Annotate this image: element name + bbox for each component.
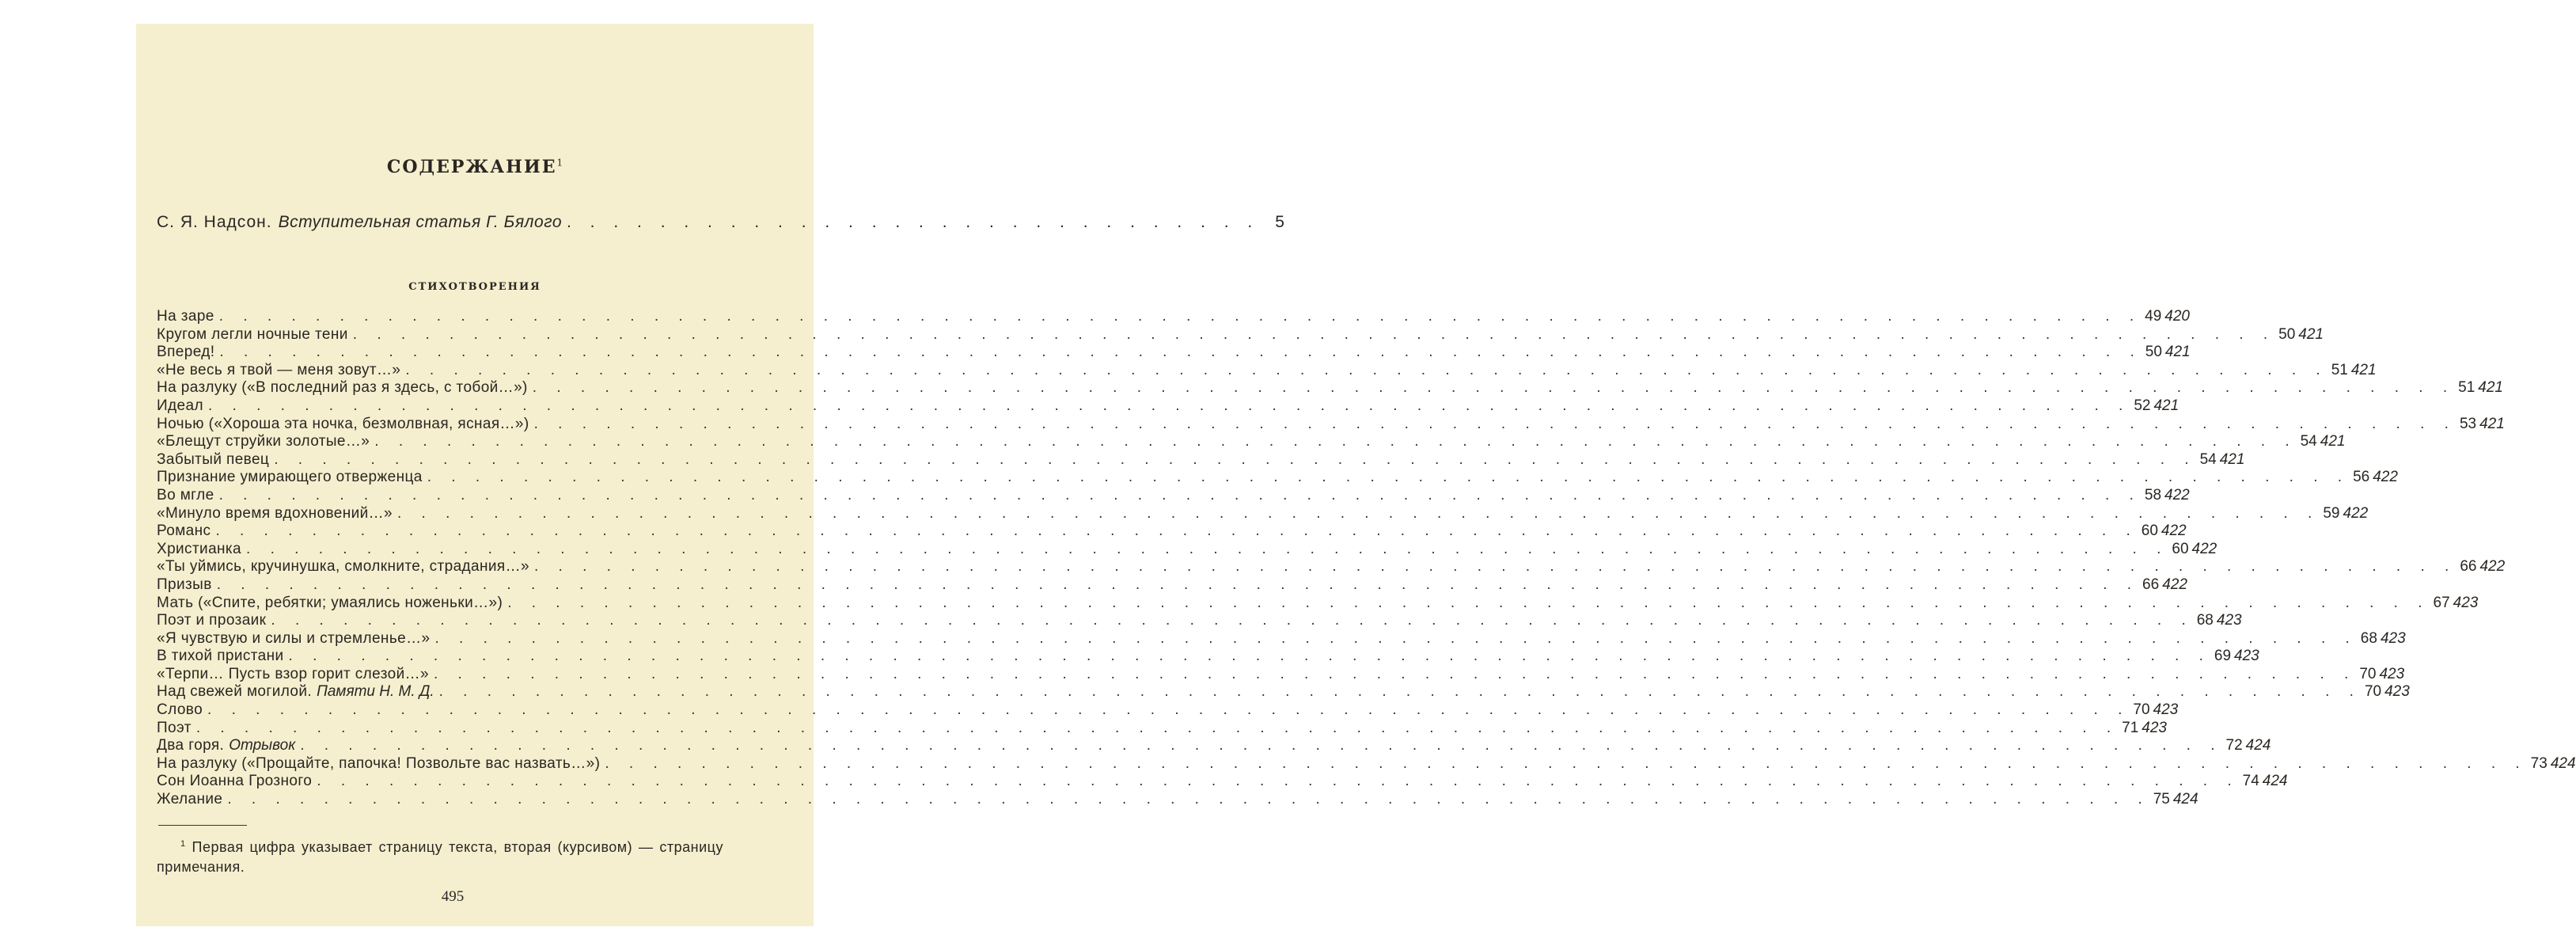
dot-leader: . . . . . . . . . . . . . . . . . . . . . . . . . . . . . . . . . . . . . . . . . . . . . . . . . . . . . . . . . . . . . . . . . . . . . . . . . . . . . . . .: [605, 754, 2528, 772]
entry-page: 71: [2122, 719, 2139, 736]
entry-page: 70: [2133, 701, 2150, 719]
dot-leader: . . . . . . . . . . . . . . . . . . . . . . . . . . . . . . . . . . . . . . . . . . . . . . . . . . . . . . . . . . . . . . . . . . . . . . . . . . . . . . . .: [397, 504, 2320, 522]
entry-note-page: 424: [2262, 773, 2288, 790]
entry-note-page: 424: [2172, 791, 2199, 808]
entry-title: Романс: [157, 522, 211, 540]
entry-title: Христианка: [157, 540, 242, 557]
entry-page: 53: [2459, 415, 2477, 432]
dot-leader: . . . . . . . . . . . . . . . . . . . . . . . . . . . . . . . . . . . . . . . . . . . . . . . . . . . . . . . . . . . . . . . . . . . . . . . . . . . . . . . .: [434, 629, 2358, 647]
toc-entry[interactable]: [157, 379, 2503, 397]
dot-leader: . . . . . . . . . . . . . . . . . . . . . . . . . . . . . . . . . . . . . . . . . . . . . . . . . . . . . . . . . . . . . . . . . . . . . . . . . . . . . . . .: [215, 522, 2138, 540]
intro-author: С. Я. Надсон.: [157, 213, 272, 231]
entry-note-page: 423: [2234, 648, 2259, 665]
entry-page: 60: [2141, 522, 2158, 540]
entry-note-page: 422: [2164, 486, 2190, 504]
footnote-number: 1: [180, 839, 186, 849]
entry-note-page: 422: [2191, 540, 2217, 557]
dot-leader: . . . . . . . . . . . . . . . . . . . . . . . . . . . . . . . . . . . . . . . . . . . . . . . . . . . . . . . . . . . . . . . . . . . . . . . . . . . . . . . .: [271, 612, 2194, 629]
entry-note-page: 421: [2164, 344, 2191, 361]
entry-page: 58: [2144, 486, 2162, 504]
dot-leader: . . . . . . . . . . . . . . . . . . . . . . . . . . . . . . . . . . . . . . . . . . . . . . . . . . . . . . . . . . . . . . . . . . . . . . . . . . . . . . . .: [533, 415, 2456, 432]
toc-entry[interactable]: [157, 754, 2576, 773]
entry-note-page: 421: [2479, 415, 2505, 432]
entry-page: 74: [2242, 773, 2259, 790]
entry-title: Сон Иоанна Грозного: [157, 773, 313, 790]
dot-leader: . . . . . . . . . . . . . . . . . . . . . . . . . . . . . . . . . . . . . . . . . . . . . . . . . . . . . . . . . . . . . . . . . . . . . . . . . . . . . . . .: [207, 701, 2130, 719]
toc-entry[interactable]: [157, 648, 2259, 666]
entry-title: Над свежей могилой.: [157, 683, 313, 701]
entry-page: 59: [2323, 504, 2340, 522]
entry-page: 52: [2134, 397, 2151, 414]
toc-entry[interactable]: [157, 433, 2346, 451]
entry-page: 68: [2196, 612, 2214, 629]
entry-page: 50: [2145, 344, 2162, 361]
toc-entry[interactable]: [157, 397, 2180, 416]
entry-title: Во мгле: [157, 486, 214, 504]
entry-title: Слово: [157, 701, 203, 719]
toc-entry[interactable]: [157, 361, 2377, 380]
toc-entry[interactable]: [157, 504, 2369, 523]
dot-leader: . . . . . . . . . . . . . . . . . . . . . . . . . . . . . . . . . . . . . . . . . . . . . . . . . . . . . . . . . . . . . . . . . . . . . . . . . . . . . . . .: [507, 594, 2430, 611]
entry-page: 73: [2530, 754, 2548, 772]
entry-note-page: 422: [2479, 558, 2506, 576]
entry-page: 68: [2360, 629, 2377, 647]
toc-entry[interactable]: [157, 612, 2242, 630]
toc-entry[interactable]: [157, 701, 2179, 720]
entry-page: 70: [2359, 665, 2377, 682]
entry-page: 51: [2331, 361, 2348, 378]
entry-title: «Блещут струйки золотые…»: [157, 433, 370, 450]
dot-leader: . . . . . . . . . . . . . . . . . . . . . . . . . . . . . . . . . . . . . . . . . . . . . . . . . . . . . . . . . . . . . . . . . . . . . . . . . . . . . . . .: [317, 773, 2240, 790]
entry-title: На разлуку («В последний раз я здесь, с тобой…»): [157, 379, 528, 397]
entry-page: 75: [2153, 791, 2170, 808]
table-of-contents: [157, 308, 2576, 809]
entry-subtitle: Отрывок: [229, 737, 296, 754]
entry-note-page: 422: [2343, 504, 2369, 522]
toc-entry[interactable]: [157, 665, 2405, 684]
intro-title: Вступительная статья Г. Бялого: [278, 213, 563, 231]
entry-title: «Минуло время вдохновений…»: [157, 504, 393, 522]
dot-leader: . . . . . . . . . . . . . . . . . . . . . . . . . . . . . . . . . . . . . . . . . . . . . . . . . . . . . . . . . . . . . . . . . . . . . . . . . . . . . . . .: [427, 469, 2350, 486]
dot-leader: . . . . . . . . . . . . . . . . . . . . . . . . . . . . . . . . . . . . . . . . . . . . . . . . . . . . . . . . . . . . . . . . . . . . . . . . . . . . . . . .: [227, 791, 2150, 808]
entry-title: Желание: [157, 791, 223, 808]
entry-title: «Ты уймись, кручинушка, смолкните, страдания…»: [157, 558, 529, 576]
entry-title: На разлуку («Прощайте, папочка! Позвольте вас назвать…»): [157, 754, 601, 772]
entry-title: «Терпи… Пусть взор горит слезой…»: [157, 665, 429, 682]
dot-leader: . . . . . . . . . . . . . . . . . . . . . . . . . . . . . . . . . . . . . . . . . . . . . . . . . . . . . . . . . . . . . . . . . . . . . . . . . . . . . . . .: [219, 344, 2142, 361]
entry-title: Поэт: [157, 719, 192, 736]
entry-note-page: 423: [2153, 701, 2179, 719]
toc-entry[interactable]: [157, 629, 2406, 648]
entry-note-page: 421: [2153, 397, 2180, 414]
toc-entry[interactable]: [157, 737, 2271, 755]
entry-title: Кругом легли ночные тени: [157, 325, 348, 343]
entry-page: 51: [2458, 379, 2475, 397]
entry-page: 67: [2433, 594, 2450, 611]
toc-entry[interactable]: [157, 683, 2410, 701]
entry-title: Призыв: [157, 576, 212, 593]
entry-title: «Я чувствую и силы и стремленье…»: [157, 629, 431, 647]
dot-leader: . . . . . . . . . . . . . . . . . . . . . . . . . . . . . . . . . . . . . . . . . . . . . . . . . . . . . . . . . . . . . . . . . . . . . . . . . . . . . . . .: [374, 433, 2297, 450]
toc-entry[interactable]: [157, 558, 2506, 576]
entry-title: Поэт и прозаик: [157, 612, 267, 629]
footnote-rule: [158, 825, 247, 826]
intro-entry[interactable]: [157, 213, 1284, 232]
entry-note-page: 420: [2164, 308, 2190, 325]
toc-entry[interactable]: [157, 344, 2191, 362]
entry-title: Идеал: [157, 397, 203, 414]
contents-title: СОДЕРЖАНИЕ: [386, 157, 557, 177]
entry-note-page: 424: [2550, 754, 2576, 772]
dot-leader: . . . . . . . . . . . . . . . . . . . . . . . . . . . . . . . . . . . . . . . . . . . . . . . . . . . . . . . . . . . . . . . . . . . . . . . . . . . . . . . .: [207, 397, 2131, 414]
toc-entry[interactable]: [157, 325, 2324, 344]
toc-entry[interactable]: [157, 308, 2190, 326]
dot-leader: . . . . . . . . . . . . . . . . . . . . . . . . . . . . . . . . . . . . . . . . . . . . . . . . . . . . . . . . . . . . . . . . . . . . . . . . . . . . . . . .: [405, 361, 2328, 378]
toc-entry[interactable]: [157, 522, 2187, 541]
toc-entry[interactable]: [157, 719, 2167, 738]
dot-leader: . . . . . . . . . . . . . . . . . . . . . . . . . . . . . . . . . . . . . . . . . . . . . . . . . . . . . . . . . . . . . . . . . . . . . . . . . . . . . . . .: [532, 379, 2456, 397]
dot-leader: . . . . . . . . . . . . . . . . . . . . . . . . . . . . . . . . . . . . . . . . . . . . . . . . . . . . . . . . . . . . . . . . . . . . . . . . . . . . . . . .: [433, 665, 2357, 682]
toc-entry[interactable]: [157, 540, 2217, 559]
entry-note-page: 423: [2384, 683, 2410, 701]
footnote-marker: 1: [556, 157, 563, 169]
footnote: [157, 834, 723, 877]
entry-page: 60: [2172, 540, 2189, 557]
dot-leader: . . . . . . . . . . . . . . . . . . . . . . . . . . . . . . . . . . . . . . . . . . . . . . . . . . . . . . . . . . . . . . . . . . . . . . . . . . . . . . . .: [533, 558, 2457, 576]
entry-page: 49: [2145, 308, 2162, 325]
entry-title: Признание умирающего отверженца: [157, 469, 423, 486]
entry-note-page: 421: [2298, 325, 2324, 343]
dot-leader: . . . . . . . . . . . . . . . . . . . . . . . . . . . . . . . . . . . . . . . . . . . . . . . . . . . . . . . . . . . . . . . . . . . . . . . . . . . . . . . .: [300, 737, 2223, 754]
entry-page: 66: [2460, 558, 2477, 576]
toc-entry[interactable]: [157, 450, 2245, 469]
dot-leader: . . . . . . . . . . . . . . . . . . . . . . . . . . . . . .: [567, 213, 1260, 231]
entry-note-page: 422: [2162, 576, 2187, 593]
dot-leader: . . . . . . . . . . . . . . . . . . . . . . . . . . . . . . . . . . . . . . . . . . . . . . . . . . . . . . . . . . . . . . . . . . . . . . . . . . . . . . . .: [216, 576, 2140, 593]
entry-title: В тихой пристани: [157, 648, 284, 665]
entry-title: Два горя.: [157, 737, 225, 754]
dot-leader: . . . . . . . . . . . . . . . . . . . . . . . . . . . . . . . . . . . . . . . . . . . . . . . . . . . . . . . . . . . . . . . . . . . . . . . . . . . . . . . .: [352, 325, 2276, 343]
entry-page: 56: [2353, 469, 2370, 486]
entry-page: 72: [2225, 737, 2243, 754]
toc-entry[interactable]: [157, 469, 2398, 487]
entry-page: 66: [2142, 576, 2160, 593]
entry-title: Мать («Спите, ребятки; умаялись ноженьки…»): [157, 594, 503, 611]
toc-entry[interactable]: [157, 486, 2190, 505]
entry-note-page: 423: [2453, 594, 2479, 611]
contents-heading: [136, 157, 814, 177]
book-page: [136, 24, 2576, 926]
entry-title: Забытый певец: [157, 450, 270, 468]
entry-note-page: 421: [2350, 361, 2377, 378]
dot-leader: . . . . . . . . . . . . . . . . . . . . . . . . . . . . . . . . . . . . . . . . . . . . . . . . . . . . . . . . . . . . . . . . . . . . . . . . . . . . . . . .: [218, 486, 2142, 504]
entry-note-page: 424: [2245, 737, 2271, 754]
footnote-text: Первая цифра указывает страницу текста, вторая (курсивом) — страницу примечания.: [157, 839, 723, 875]
entry-note-page: 422: [2161, 522, 2187, 540]
page-number: 495: [441, 888, 465, 905]
entry-page: 54: [2300, 433, 2317, 450]
toc-entry[interactable]: [157, 415, 2505, 434]
entry-note-page: 421: [2320, 433, 2346, 450]
entry-note-page: 422: [2373, 469, 2398, 486]
entry-title: На заре: [157, 308, 214, 325]
entry-page: 69: [2214, 648, 2232, 665]
dot-leader: . . . . . . . . . . . . . . . . . . . . . . . . . . . . . . . . . . . . . . . . . . . . . . . . . . . . . . . . . . . . . . . . . . . . . . . . . . . . . . . .: [274, 450, 2197, 468]
entry-page: 70: [2364, 683, 2382, 701]
entry-title: Ночью («Хороша эта ночка, безмолвная, ясная…»): [157, 415, 529, 432]
toc-entry[interactable]: [157, 576, 2187, 595]
entry-subtitle: Памяти Н. М. Д.: [317, 683, 434, 701]
entry-title: Вперед!: [157, 344, 215, 361]
intro-page: 5: [1275, 213, 1284, 231]
entry-title: «Не весь я твой — меня зовут…»: [157, 361, 401, 378]
entry-note-page: 423: [2379, 665, 2405, 682]
dot-leader: . . . . . . . . . . . . . . . . . . . . . . . . . . . . . . . . . . . . . . . . . . . . . . . . . . . . . . . . . . . . . . . . . . . . . . . . . . . . . . . .: [288, 648, 2211, 665]
entry-note-page: 423: [2216, 612, 2242, 629]
entry-note-page: 421: [2478, 379, 2503, 397]
toc-entry[interactable]: [157, 594, 2479, 613]
dot-leader: . . . . . . . . . . . . . . . . . . . . . . . . . . . . . . . . . . . . . . . . . . . . . . . . . . . . . . . . . . . . . . . . . . . . . . . . . . . . . . . .: [438, 683, 2362, 701]
entry-page: 50: [2278, 325, 2296, 343]
section-heading: СТИХОТВОРЕНИЯ: [408, 281, 541, 293]
entry-note-page: 423: [2380, 629, 2406, 647]
dot-leader: . . . . . . . . . . . . . . . . . . . . . . . . . . . . . . . . . . . . . . . . . . . . . . . . . . . . . . . . . . . . . . . . . . . . . . . . . . . . . . . .: [246, 540, 2169, 557]
entry-note-page: 423: [2142, 719, 2167, 736]
dot-leader: . . . . . . . . . . . . . . . . . . . . . . . . . . . . . . . . . . . . . . . . . . . . . . . . . . . . . . . . . . . . . . . . . . . . . . . . . . . . . . . .: [195, 719, 2119, 736]
entry-page: 54: [2199, 450, 2217, 468]
toc-entry[interactable]: [157, 791, 2199, 809]
toc-entry[interactable]: [157, 773, 2288, 791]
entry-note-page: 421: [2219, 450, 2245, 468]
dot-leader: . . . . . . . . . . . . . . . . . . . . . . . . . . . . . . . . . . . . . . . . . . . . . . . . . . . . . . . . . . . . . . . . . . . . . . . . . . . . . . . .: [218, 308, 2142, 325]
